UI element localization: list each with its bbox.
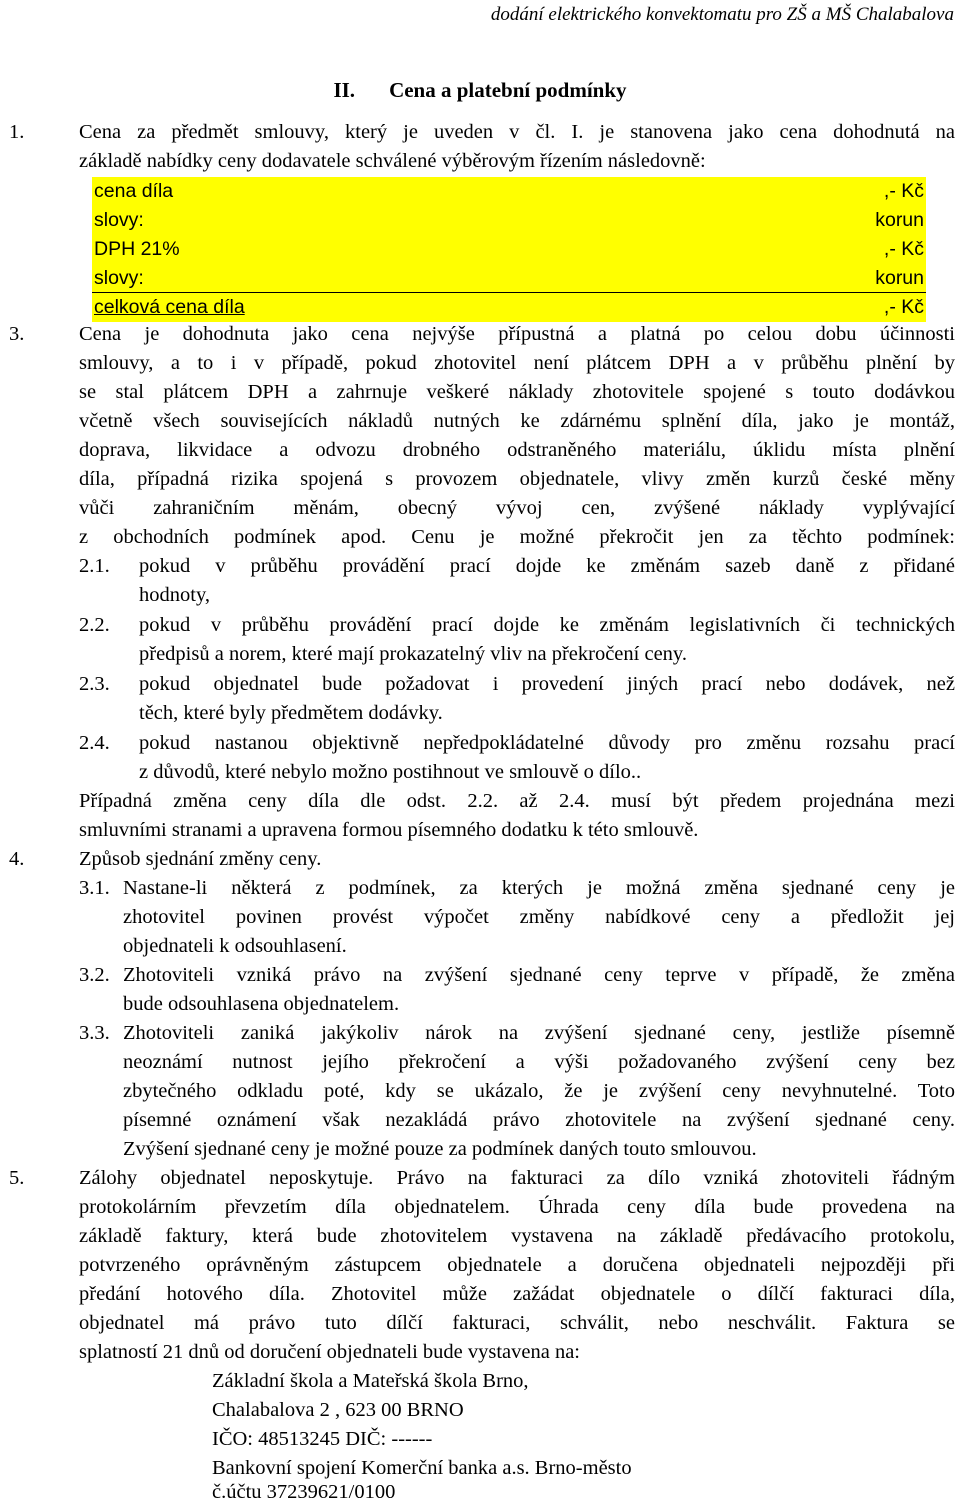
item-number: 2.4.	[79, 732, 110, 754]
page-header: dodání elektrického konvektomatu pro ZŠ a MŠ Chalabalova	[490, 4, 954, 25]
section-heading: Cena a platební podmínky	[389, 78, 627, 102]
item-line: pokud v průběhu provádění prací dojde ke změnám sazeb daně z přidané	[139, 555, 955, 577]
price-value: korun	[875, 209, 924, 231]
paragraph-line: díla, případná rizika spojená s provozem objednatele, vlivy změn kurzů české měny	[79, 468, 955, 490]
item-line: zbytečného odkladu poté, kdy se ukázalo, že je zvýšení ceny nevyhnutelné. Toto	[123, 1080, 955, 1102]
address-line: IČO: 48513245 DIČ: ------	[212, 1428, 433, 1450]
address-line: Základní škola a Mateřská škola Brno,	[212, 1370, 529, 1392]
paragraph-line: smlouvy, a to i v případě, pokud zhotovitel není plátcem DPH a v průběhu plnění by	[79, 352, 955, 374]
paragraph-line: vůči zahraničním měnám, obecný vývoj cen, zvýšené náklady vyplývající	[79, 497, 955, 519]
item-line: hodnoty,	[139, 584, 210, 606]
price-label: cena díla	[94, 180, 174, 202]
item-line: objednateli k odsouhlasení.	[123, 935, 347, 957]
item-line: Nastane-li některá z podmínek, za kterých je možná změna sjednané ceny je	[123, 877, 955, 899]
paragraph-number: 4.	[9, 848, 25, 870]
paragraph-line: objednatel má právo tuto dílčí fakturaci, schválit, nebo neschválit. Faktura se	[79, 1312, 955, 1334]
paragraph-line: základě nabídky ceny dodavatele schválené výběrovým řízením následovně:	[79, 150, 706, 172]
item-number: 3.1.	[79, 877, 110, 899]
paragraph-line: z obchodních podmínek apod. Cenu je možné překročit jen za těchto podmínek:	[79, 526, 955, 548]
item-line: Zhotoviteli vzniká právo na zvýšení sjednané ceny teprve v případě, že změna	[123, 964, 955, 986]
paragraph-heading: Způsob sjednání změny ceny.	[79, 848, 322, 870]
price-row-total	[92, 292, 926, 322]
item-line: pokud objednatel bude požadovat i provedení jiných prací nebo dodávek, než	[139, 673, 955, 695]
price-row	[92, 177, 926, 206]
price-value: ,- Kč	[883, 180, 924, 202]
item-line: z důvodů, které nebylo možno postihnout ve smlouvě o dílo..	[139, 761, 642, 783]
item-line: Zhotoviteli zaniká jakýkoliv nárok na zvýšení sjednané ceny, jestliže písemně	[123, 1022, 955, 1044]
paragraph-line: Cena za předmět smlouvy, který je uveden v čl. I. je stanovena jako cena dohodnutá na	[79, 121, 955, 143]
paragraph-number: 1.	[9, 121, 25, 143]
price-row	[92, 206, 926, 235]
price-value: korun	[875, 267, 924, 289]
item-line: neoznámí nutnost jejího překročení a výši požadovaného zvýšení ceny bez	[123, 1051, 955, 1073]
section-title	[0, 78, 960, 103]
paragraph-number: 3.	[9, 323, 25, 345]
price-value: ,- Kč	[883, 238, 924, 260]
paragraph-line: se stal plátcem DPH a zahrnuje veškeré náklady zhotovitele spojené s touto dodávkou	[79, 381, 955, 403]
price-label: slovy:	[94, 209, 144, 231]
price-value: ,- Kč	[883, 296, 924, 318]
paragraph-line: Cena je dohodnuta jako cena nejvýše přípustná a platná po celou dobu účinnosti	[79, 323, 955, 345]
paragraph-line: doprava, likvidace a odvozu drobného odstraněného materiálu, úklidu místa plnění	[79, 439, 955, 461]
item-number: 2.3.	[79, 673, 110, 695]
item-line: Zvýšení sjednané ceny je možné pouze za podmínek daných touto smlouvou.	[123, 1138, 757, 1160]
address-line: č.účtu 37239621/0100	[212, 1481, 396, 1503]
item-line: předpisů a norem, které mají prokazatelný vliv na překročení ceny.	[139, 643, 687, 665]
paragraph-number: 5.	[9, 1167, 25, 1189]
paragraph-line: smluvními stranami a upravena formou písemného dodatku k této smlouvě.	[79, 819, 699, 841]
price-row	[92, 235, 926, 264]
price-label: celková cena díla	[94, 296, 245, 318]
address-line: Chalabalova 2 , 623 00 BRNO	[212, 1399, 464, 1421]
paragraph-line: včetně všech souvisejících nákladů nutných ke zdárnému splnění díla, jako je montáž,	[79, 410, 955, 432]
address-line: Bankovní spojení Komerční banka a.s. Brno-město	[212, 1457, 632, 1479]
item-number: 3.2.	[79, 964, 110, 986]
item-number: 2.2.	[79, 614, 110, 636]
price-label: slovy:	[94, 267, 144, 289]
paragraph-line: splatností 21 dnů od doručení objednateli bude vystavena na:	[79, 1341, 580, 1363]
paragraph-line: předání hotového díla. Zhotovitel může zažádat objednatele o dílčí fakturaci díla,	[79, 1283, 955, 1305]
item-number: 2.1.	[79, 555, 110, 577]
item-number: 3.3.	[79, 1022, 110, 1044]
item-line: písemné oznámení však nezakládá právo zhotovitele na zvýšení sjednané ceny.	[123, 1109, 955, 1131]
section-number: II.	[333, 78, 356, 102]
paragraph-line: základě faktury, která bude zhotovitelem vystavena na základě předávacího protokolu,	[79, 1225, 955, 1247]
paragraph-line: Případná změna ceny díla dle odst. 2.2. až 2.4. musí být předem projednána mezi	[79, 790, 955, 812]
item-line: pokud nastanou objektivně nepředpokládatelné důvody pro změnu rozsahu prací	[139, 732, 955, 754]
item-line: bude odsouhlasena objednatelem.	[123, 993, 400, 1015]
price-row	[92, 264, 926, 293]
paragraph-line: Zálohy objednatel neposkytuje. Právo na fakturaci za dílo vzniká zhotoviteli řádným	[79, 1167, 955, 1189]
item-line: pokud v průběhu provádění prací dojde ke změnám legislativních či technických	[139, 614, 955, 636]
item-line: těch, které byly předmětem dodávky.	[139, 702, 443, 724]
paragraph-line: potvrzeného oprávněným zástupcem objednatele a doručena objednateli nejpozději při	[79, 1254, 955, 1276]
item-line: zhotovitel povinen provést výpočet změny nabídkové ceny a předložit jej	[123, 906, 955, 928]
paragraph-line: protokolárním převzetím díla objednatelem. Úhrada ceny díla bude provedena na	[79, 1196, 955, 1218]
price-label: DPH 21%	[94, 238, 180, 260]
